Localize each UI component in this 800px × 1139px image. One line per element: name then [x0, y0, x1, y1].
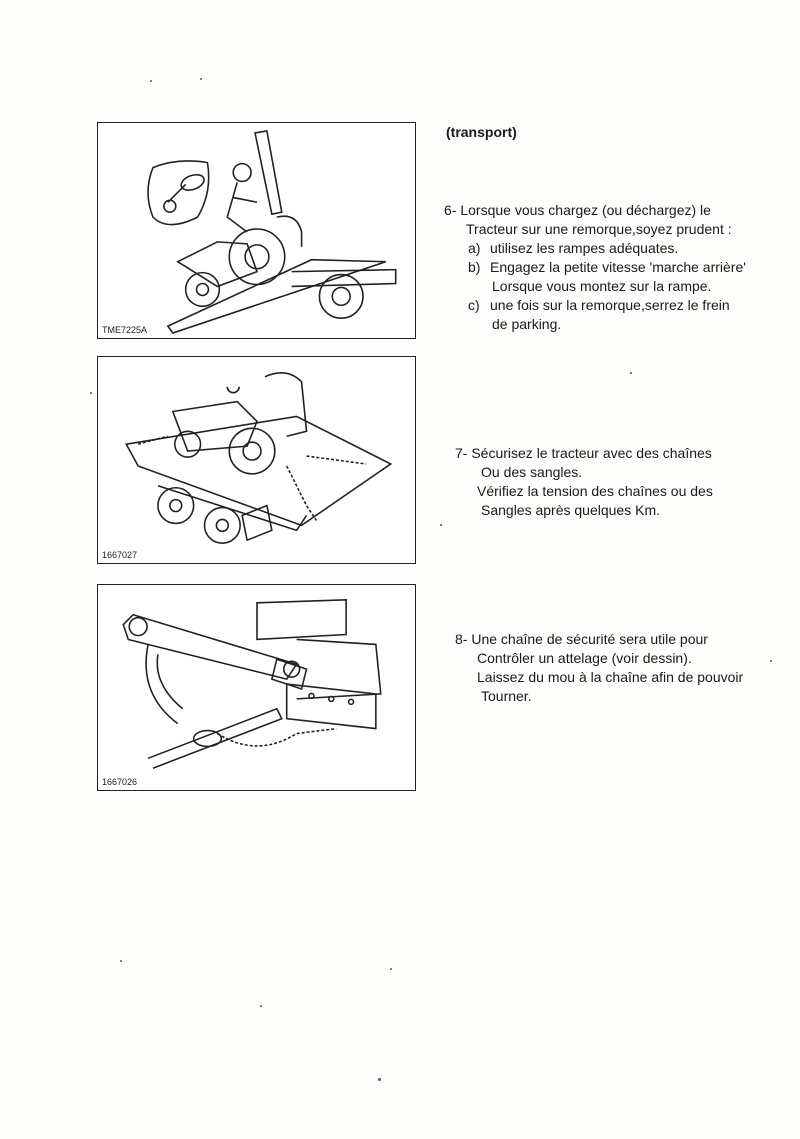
figure-code: TME7225A	[102, 325, 148, 335]
step-8	[455, 630, 743, 706]
item-label: c)	[468, 297, 480, 313]
step-8-line-3: Laissez du mou à la chaîne afin de pouvoir	[477, 669, 744, 685]
tractor-secured-drawing	[98, 357, 415, 563]
step-7-line-1: 7- Sécurisez le tracteur avec des chaînes	[455, 445, 712, 461]
figure-tractor-secured	[97, 356, 416, 564]
step-6-item-b-cont: Lorsque vous montez sur la rampe.	[492, 278, 712, 294]
figure-code: 1667027	[102, 550, 138, 560]
item-text: utilisez les rampes adéquates.	[490, 240, 679, 256]
item-label: b)	[468, 259, 481, 275]
step-8-line-4: Tourner.	[481, 688, 532, 704]
step-6-item-a	[444, 239, 746, 258]
section-heading: (transport)	[446, 124, 517, 140]
scan-speck	[630, 372, 632, 374]
scan-speck	[90, 392, 92, 394]
step-7-line-2: Ou des sangles.	[481, 464, 583, 480]
scan-speck	[260, 1005, 262, 1007]
scan-speck	[200, 78, 202, 80]
step-8-line-2: Contrôler un attelage (voir dessin).	[477, 650, 692, 666]
safety-chain-drawing	[98, 585, 415, 790]
tractor-loading-drawing	[98, 123, 415, 338]
step-6	[444, 201, 746, 334]
step-6-item-c-cont: de parking.	[492, 316, 562, 332]
step-7-line-4: Sangles après quelques Km.	[481, 502, 660, 518]
figure-safety-chain	[97, 584, 416, 791]
step-6-line-2: Tracteur sur une remorque,soyez prudent :	[466, 221, 732, 237]
step-6-line-1: 6- Lorsque vous chargez (ou déchargez) le	[444, 202, 711, 218]
item-label: a)	[468, 240, 481, 256]
scan-speck	[120, 960, 122, 962]
step-8-line-1: 8- Une chaîne de sécurité sera utile pour	[455, 631, 708, 647]
step-7	[455, 444, 713, 520]
item-text: Engagez la petite vitesse 'marche arrière'	[490, 259, 746, 275]
scan-speck	[770, 660, 772, 662]
scan-speck	[390, 968, 392, 970]
scan-speck	[378, 1078, 381, 1081]
scan-speck	[150, 80, 152, 82]
step-7-line-3: Vérifiez la tension des chaînes ou des	[477, 483, 713, 499]
item-text: une fois sur la remorque,serrez le frein	[490, 297, 730, 313]
scan-speck	[440, 524, 442, 526]
step-6-item-c	[444, 296, 746, 315]
figure-code: 1667026	[102, 777, 138, 787]
step-6-item-b	[444, 258, 746, 277]
figure-tractor-loading	[97, 122, 416, 339]
